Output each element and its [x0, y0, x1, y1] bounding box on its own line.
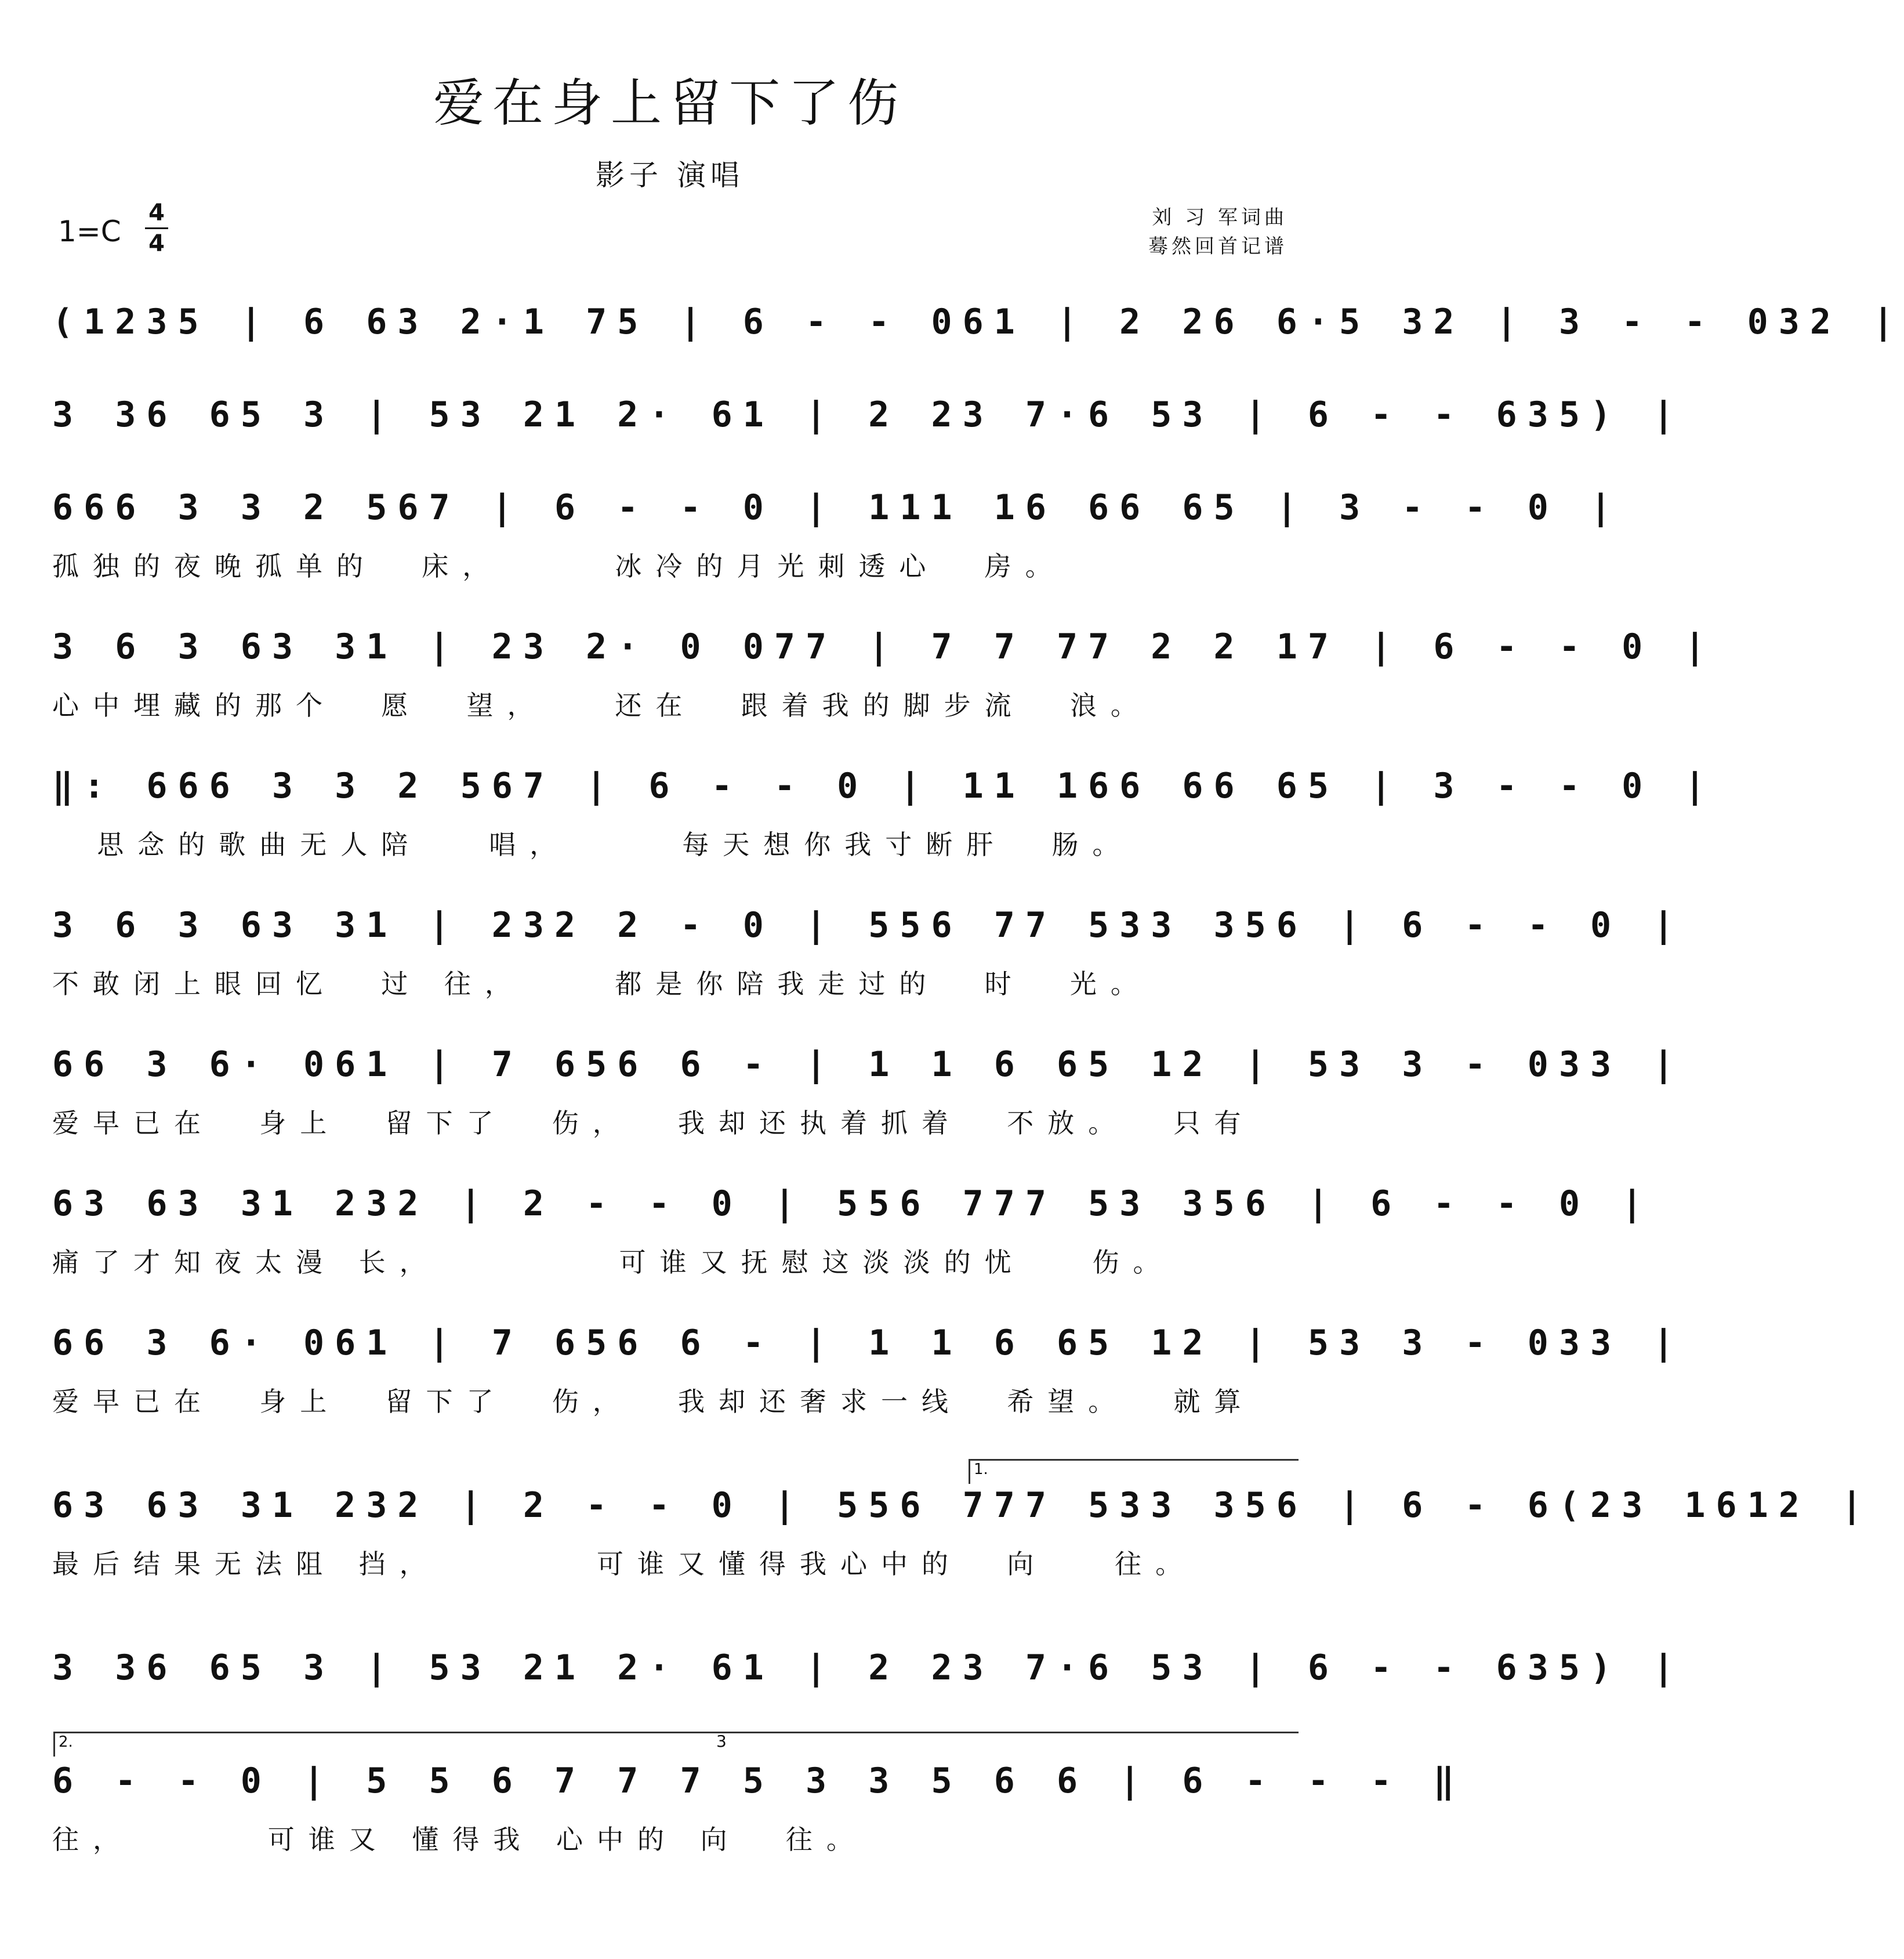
second-ending-label: 2. [59, 1733, 73, 1751]
time-signature-top: 4 [148, 200, 165, 226]
notation-line: 3 36 65 3 | 53 21 2· 61 | 2 23 7·6 53 | 6 - - 635) | [52, 1647, 1685, 1688]
key-signature: 1=C [58, 215, 121, 248]
notation-line: 3 6 3 63 31 | 23 2· 0 077 | 7 7 77 2 2 17 | 6 - - 0 | [52, 627, 1716, 667]
notation-line: (1235 | 6 63 2·1 75 | 6 - - 061 | 2 26 6·5 32 | 3 - - 032 | [52, 302, 1904, 342]
lyric-line: 心中埋藏的那个 愿 望， 还在 跟着我的脚步流 浪。 [52, 690, 1151, 721]
first-ending-label: 1. [974, 1461, 988, 1478]
second-ending-bracket [53, 1732, 1299, 1757]
lyric-line: 爱早已在 身上 留下了 伤， 我却还奢求一线 希望。 就算 [52, 1386, 1255, 1417]
song-title: 爱在身上留下了伤 [433, 73, 906, 133]
notation-line: 6 - - 0 | 5 5 6 7 7 7 5 3 3 5 6 6 | 6 - - - ‖ [52, 1761, 1465, 1801]
lyric-line: 孤独的夜晚孤单的 床， 冰冷的月光刺透心 房。 [52, 551, 1066, 582]
lyric-line: 思念的歌曲无人陪 唱， 每天想你我寸断肝 肠。 [52, 829, 1133, 860]
notation-line: 3 6 3 63 31 | 232 2 - 0 | 556 77 533 356 | 6 - - 0 | [52, 905, 1685, 946]
lyric-line: 爱早已在 身上 留下了 伤， 我却还执着抓着 不放。 只有 [52, 1107, 1255, 1139]
performer-credit: 影子 演唱 [596, 158, 744, 192]
notation-line: 66 3 6· 061 | 7 656 6 - | 1 1 6 65 12 | 53 3 - 033 | [52, 1044, 1685, 1085]
notation-line: 3 36 65 3 | 53 21 2· 61 | 2 23 7·6 53 | 6 - - 635) | [52, 394, 1685, 435]
lyric-line: 往， 可谁又 懂得我 心中的 向 往。 [52, 1824, 867, 1855]
notation-line: 63 63 31 232 | 2 - - 0 | 556 777 53 356 | 6 - - 0 | [52, 1183, 1653, 1224]
transcriber: 蓦然回首记谱 [1148, 235, 1288, 258]
notation-line: 66 3 6· 061 | 7 656 6 - | 1 1 6 65 12 | 53 3 - 033 | [52, 1323, 1685, 1363]
notation-line: ‖: 666 3 3 2 567 | 6 - - 0 | 11 166 66 65 | 3 - - 0 | [52, 766, 1716, 806]
lyric-line: 痛了才知夜太漫 长， 可谁又抚慰这淡淡的忧 伤。 [52, 1247, 1174, 1278]
notation-line: 63 63 31 232 | 2 - - 0 | 556 777 533 356 | 6 - 6(23 1612 | [52, 1485, 1873, 1526]
first-ending-bracket [969, 1459, 1299, 1484]
triplet-mark: 3 [716, 1732, 727, 1751]
notation-line: 666 3 3 2 567 | 6 - - 0 | 111 16 66 65 | 3 - - 0 | [52, 487, 1622, 528]
lyric-line: 最后结果无法阻 挡， 可谁又懂得我心中的 向 往。 [52, 1548, 1196, 1580]
lyricist-composer: 刘 习 军词曲 [1152, 206, 1288, 229]
time-signature-bottom: 4 [148, 230, 165, 257]
lyric-line: 不敢闭上眼回忆 过 往， 都是你陪我走过的 时 光。 [52, 968, 1151, 1000]
